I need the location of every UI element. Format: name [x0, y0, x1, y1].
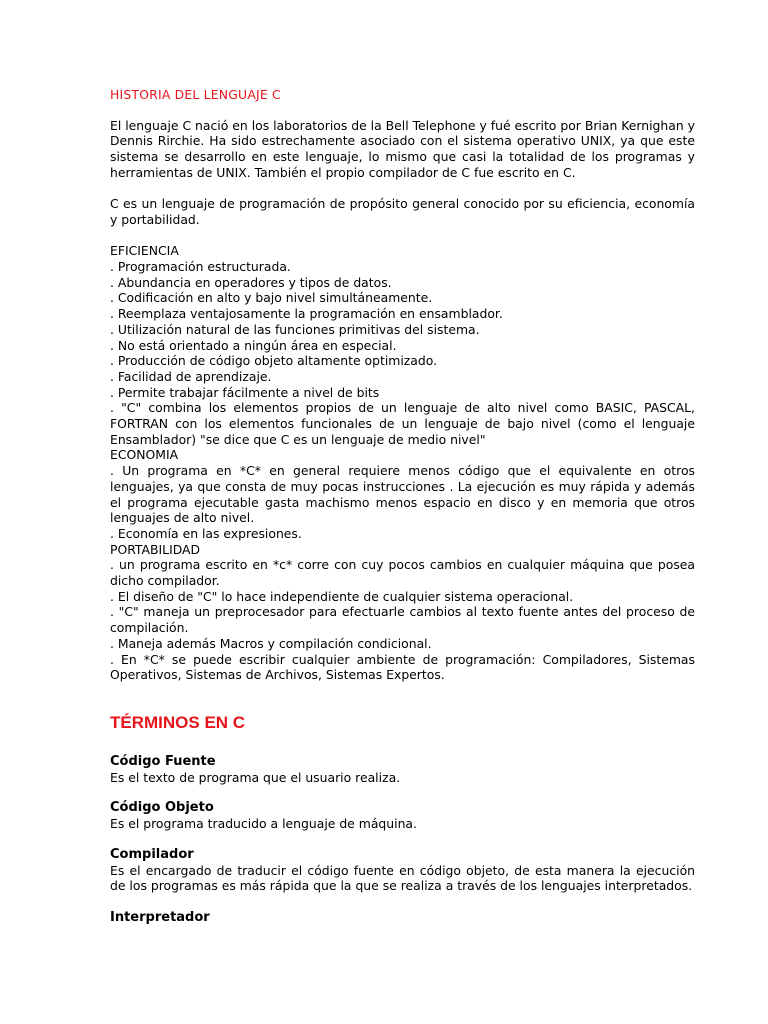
term-definition: Es el texto de programa que el usuario realiza.	[110, 769, 401, 785]
term-entry	[110, 847, 695, 894]
terms-heading: TÉRMINOS EN C	[110, 712, 246, 732]
list-item: . Reemplaza ventajosamente la programación en ensamblador.	[110, 306, 503, 322]
list-item: . un programa escrito en *c* corre con cuy pocos cambios en cualquier máquina que posea dicho compilador.	[110, 557, 695, 589]
term-title: Interpretador	[110, 909, 210, 925]
term-entry	[110, 800, 695, 831]
list-item: . "C" maneja un preprocesador para efectuarle cambios al texto fuente antes del proceso de compilación.	[110, 604, 695, 636]
list-item: . Un programa en *C* en general requiere menos código que el equivalente en otros lenguajes, ya que consta de muy pocas instrucciones . La ejecución es muy rápida y además el programa ejecutable gasta machismo menos espacio en disco y en memoria que otros lenguajes de alto nivel.	[110, 463, 695, 526]
term-entry	[110, 754, 695, 785]
term-definition: Es el encargado de traducir el código fuente en código objeto, de esta manera la ejecución de los programas es más rápida que la que se realiza a través de los lenguajes interpretados.	[110, 862, 695, 894]
intro-paragraph: El lenguaje C nació en los laboratorios de la Bell Telephone y fué escrito por Brian Kernighan y Dennis Rirchie. Ha sido estrechamente asociado con el sistema operativo UNIX, ya que este sistema se desarrollo en este lenguaje, lo mismo que casi la totalidad de los programas y herramientas de UNIX. También el propio compilador de C fue escrito en C.	[110, 117, 695, 180]
section-label: ECONOMIA	[110, 447, 179, 463]
term-title: Código Objeto	[110, 800, 214, 816]
list-item: . "C" combina los elementos propios de un lenguaje de alto nivel como BASIC, PASCAL, FORTRAN con los elementos funcionales de un lenguaje de bajo nivel (como el lenguaje Ensamblador) "se dice que C es un lenguaje de medio nivel"	[110, 400, 695, 447]
section-economia	[110, 447, 695, 541]
list-item: . Economía en las expresiones.	[110, 525, 302, 541]
intro-paragraph: C es un lenguaje de programación de propósito general conocido por su eficiencia, economía y portabilidad.	[110, 196, 695, 227]
term-definition: Es el programa traducido a lenguaje de máquina.	[110, 816, 417, 832]
list-item: . Facilidad de aprendizaje.	[110, 368, 272, 384]
list-item: . Permite trabajar fácilmente a nivel de bits	[110, 384, 380, 400]
list-item: . No está orientado a ningún área en especial.	[110, 337, 397, 353]
term-title: Código Fuente	[110, 753, 216, 769]
list-item: . Maneja además Macros y compilación condicional.	[110, 635, 432, 651]
list-item: . El diseño de "C" lo hace independiente de cualquier sistema operacional.	[110, 588, 574, 604]
list-item: . Programación estructurada.	[110, 259, 291, 274]
list-item: . En *C* se puede escribir cualquier ambiente de programación: Compiladores, Sistemas Operativos, Sistemas de Archivos, Sistemas Expertos.	[110, 651, 695, 683]
section-label: EFICIENCIA	[110, 243, 179, 259]
list-item: . Codificación en alto y bajo nivel simultáneamente.	[110, 290, 433, 306]
list-item: . Abundancia en operadores y tipos de datos.	[110, 274, 392, 290]
section-label: PORTABILIDAD	[110, 541, 201, 557]
section-eficiencia	[110, 243, 695, 447]
term-title: Compilador	[110, 846, 194, 862]
term-entry	[110, 910, 695, 926]
document-page	[110, 87, 695, 926]
document-heading: HISTORIA DEL LENGUAJE C	[110, 87, 281, 102]
section-portabilidad	[110, 542, 695, 683]
list-item: . Utilización natural de las funciones primitivas del sistema.	[110, 321, 480, 337]
list-item: . Producción de código objeto altamente optimizado.	[110, 353, 438, 369]
